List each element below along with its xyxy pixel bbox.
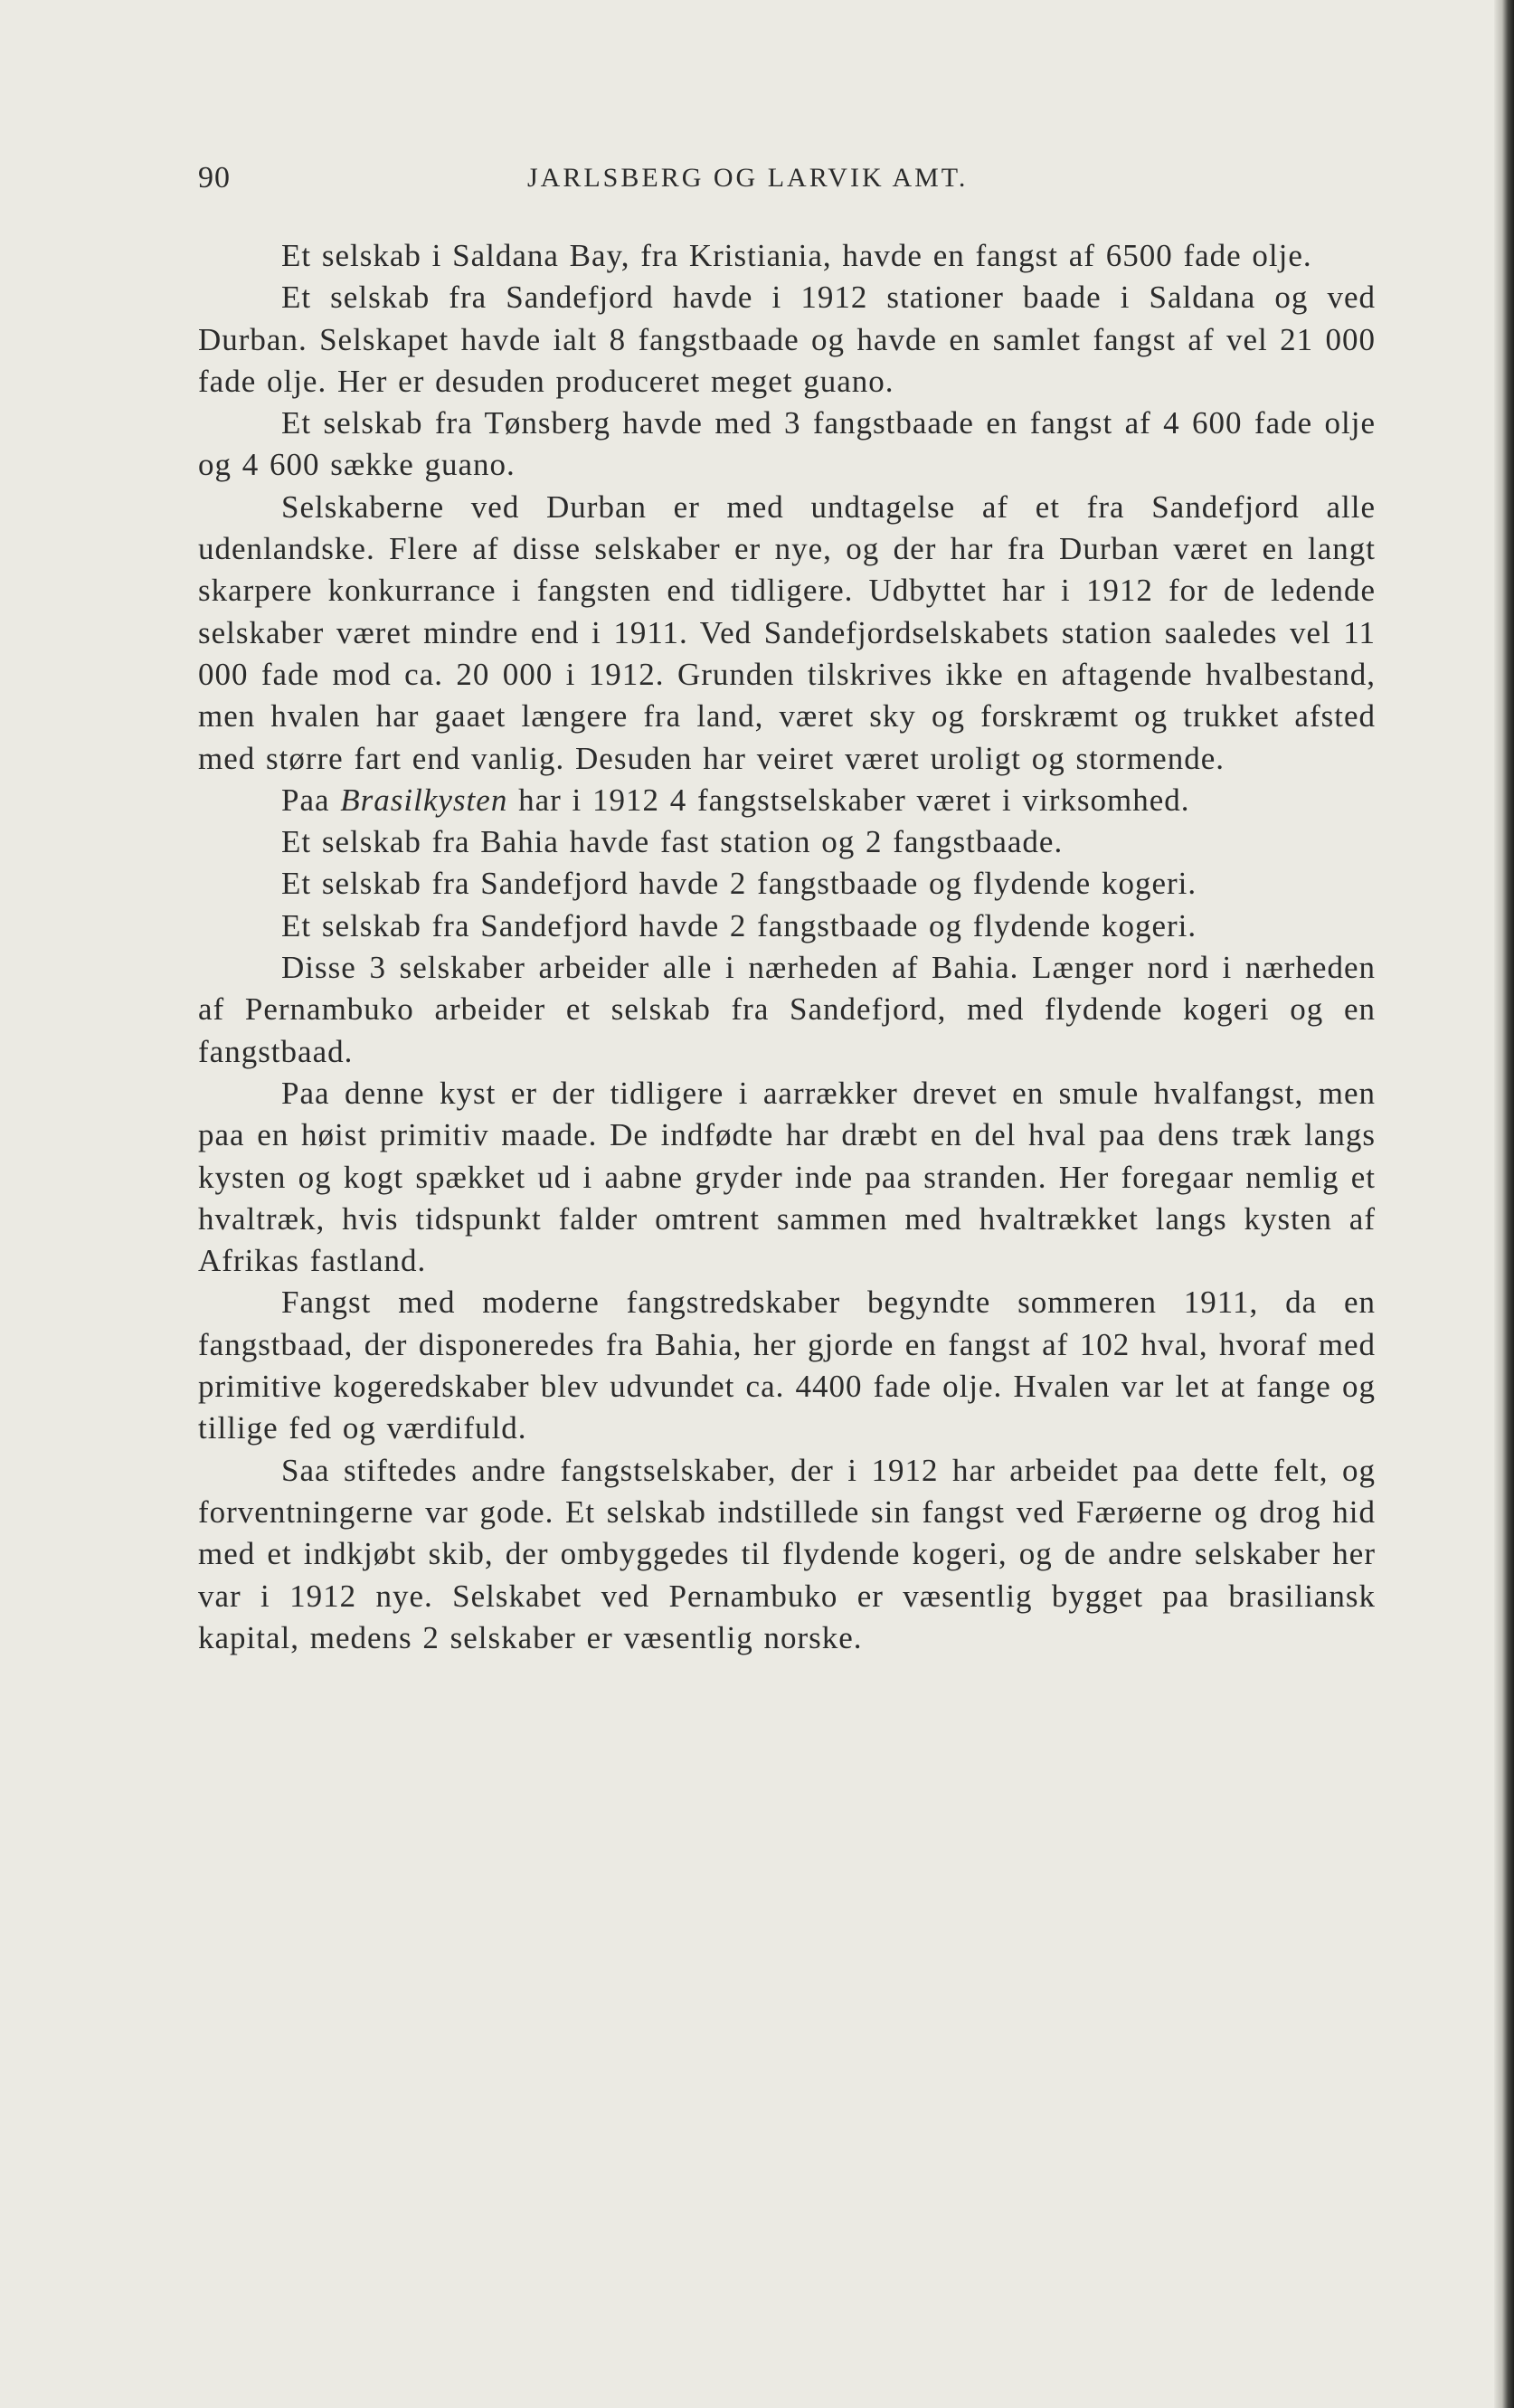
page-number: 90 bbox=[198, 161, 231, 194]
paragraph-new-companies: Saa stiftedes andre fangstselskaber, der i 1912 har arbeidet paa dette felt, og forventningerne var gode. Et selskab indstillede sin fangst ved Færøerne og drog hid med et indkjøbt skib, der ombyggedes til flydende kogeri, og de andre selskaber her var i 1912 nye. Selskabet ved Pernambuko er væsentlig bygget paa brasiliansk kapital, medens 2 selskaber er væsentlig norske. bbox=[198, 1452, 1376, 1655]
paragraph-bahia: Et selskab fra Bahia havde fast station og 2 fangstbaade. bbox=[281, 824, 1064, 860]
paragraph-durban-companies: Selskaberne ved Durban er med undtagelse af et fra Sandefjord alle udenlandske. Flere af disse selskaber er nye, og der har fra Durban været en langt skarpere konkurrance i fangsten end tidligere. Udbyttet har i 1912 for de ledende selskaber været mindre end i 1911. Ved Sandefjordselskabets station saaledes vel 11 000 fade mod ca. 20 000 i 1912. Grunden tilskrives ikke en aftagende hvalbestand, men hvalen har gaaet længere fra land, været sky og forskræmt og trukket afsted med større fart end vanlig. Desuden har veiret været uroligt og stormende. bbox=[198, 488, 1376, 776]
page-header bbox=[198, 161, 1374, 206]
paragraph-sandefjord-saldana: Et selskab fra Sandefjord havde i 1912 stationer baade i Saldana og ved Durban. Selskapet havde ialt 8 fangstbaade og havde en samlet fangst af vel 21 000 fade olje. Her er desuden produceret meget guano. bbox=[198, 280, 1376, 399]
body-text bbox=[198, 235, 1376, 1659]
page-edge-shadow bbox=[1494, 0, 1514, 2408]
paragraph-sandefjord-2: Et selskab fra Sandefjord havde 2 fangstbaade og flydende kogeri. bbox=[281, 907, 1197, 943]
running-head: JARLSBERG OG LARVIK AMT. bbox=[527, 163, 969, 193]
brasilkysten-italic: Brasilkysten bbox=[340, 782, 508, 818]
paragraph-brasilkysten bbox=[198, 780, 1376, 821]
paragraph-modern-catch: Fangst med moderne fangstredskaber begyndte sommeren 1911, da en fangstbaad, der disponeredes fra Bahia, her gjorde en fangst af 102 hval, hvoraf med primitive kogeredskaber blev udvundet ca. 4400 fade olje. Hvalen var let at fange og tillige fed og værdifuld. bbox=[198, 1285, 1376, 1446]
paragraph-three-companies: Disse 3 selskaber arbeider alle i nærheden af Bahia. Længer nord i nærheden af Pernambuko arbeider et selskab fra Sandefjord, med flydende kogeri og en fangstbaad. bbox=[198, 950, 1376, 1069]
paragraph-saldana-kristiania: Et selskab i Saldana Bay, fra Kristiania, havde en fangst af 6500 fade olje. bbox=[281, 238, 1312, 273]
paragraph-tonsberg: Et selskab fra Tønsberg havde med 3 fangstbaade en fangst af 4 600 fade olje og 4 600 sække guano. bbox=[198, 405, 1376, 483]
paragraph-sandefjord-1: Et selskab fra Sandefjord havde 2 fangstbaade og flydende kogeri. bbox=[281, 866, 1197, 902]
paragraph-history: Paa denne kyst er der tidligere i aarrækker drevet en smule hvalfangst, men paa en høist primitiv maade. De indfødte har dræbt en del hval paa dens træk langs kysten og kogt spækket ud i aabne gryder inde paa stranden. Her foregaar nemlig et hvaltræk, hvis tidspunkt falder omtrent sammen med hvaltrækket langs kysten af Afrikas fastland. bbox=[198, 1075, 1376, 1279]
paragraph-brasilkysten-before: Paa bbox=[281, 782, 341, 818]
paragraph-brasilkysten-after: har i 1912 4 fangstselskaber været i virksomhed. bbox=[507, 782, 1190, 818]
